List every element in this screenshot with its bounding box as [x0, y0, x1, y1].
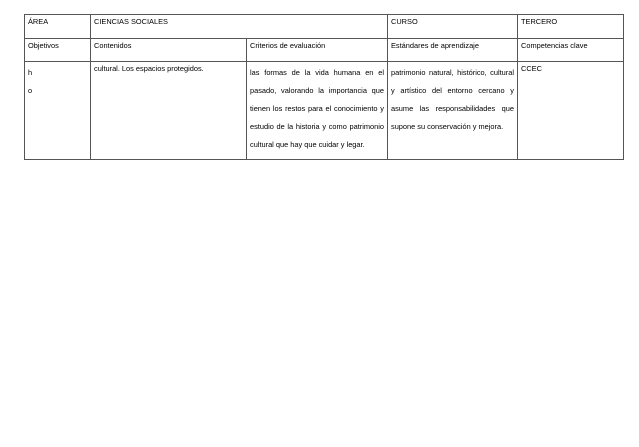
objetivos-header: Objetivos: [25, 39, 91, 62]
curso-label-cell: CURSO: [388, 15, 518, 39]
objetivo-item: h: [28, 68, 33, 77]
content-row: [25, 62, 624, 160]
contenidos-cell: cultural. Los espacios protegidos.: [91, 62, 247, 160]
area-label-cell: ÁREA: [25, 15, 91, 39]
column-header-row: [25, 39, 624, 62]
area-value-cell: CIENCIAS SOCIALES: [91, 15, 388, 39]
estandares-cell: patrimonio natural, histórico, cultural y artístico del entorno cercano y asume las responsabilidades que supone su conservación y mejora.: [388, 62, 518, 160]
curriculum-table: [24, 14, 624, 160]
criterios-header: Criterios de evaluación: [247, 39, 388, 62]
competencias-header: Competencias clave: [518, 39, 624, 62]
criterios-cell: las formas de la vida humana en el pasado, valorando la importancia que tienen los restos para el conocimiento y estudio de la historia y como patrimonio cultural que hay que cuidar y legar.: [247, 62, 388, 160]
contenidos-header: Contenidos: [91, 39, 247, 62]
estandares-header: Estándares de aprendizaje: [388, 39, 518, 62]
curso-value-cell: TERCERO: [518, 15, 624, 39]
competencias-cell: CCEC: [518, 62, 624, 160]
header-row: [25, 15, 624, 39]
objetivos-cell: [25, 62, 91, 160]
objetivo-item: o: [28, 86, 33, 95]
